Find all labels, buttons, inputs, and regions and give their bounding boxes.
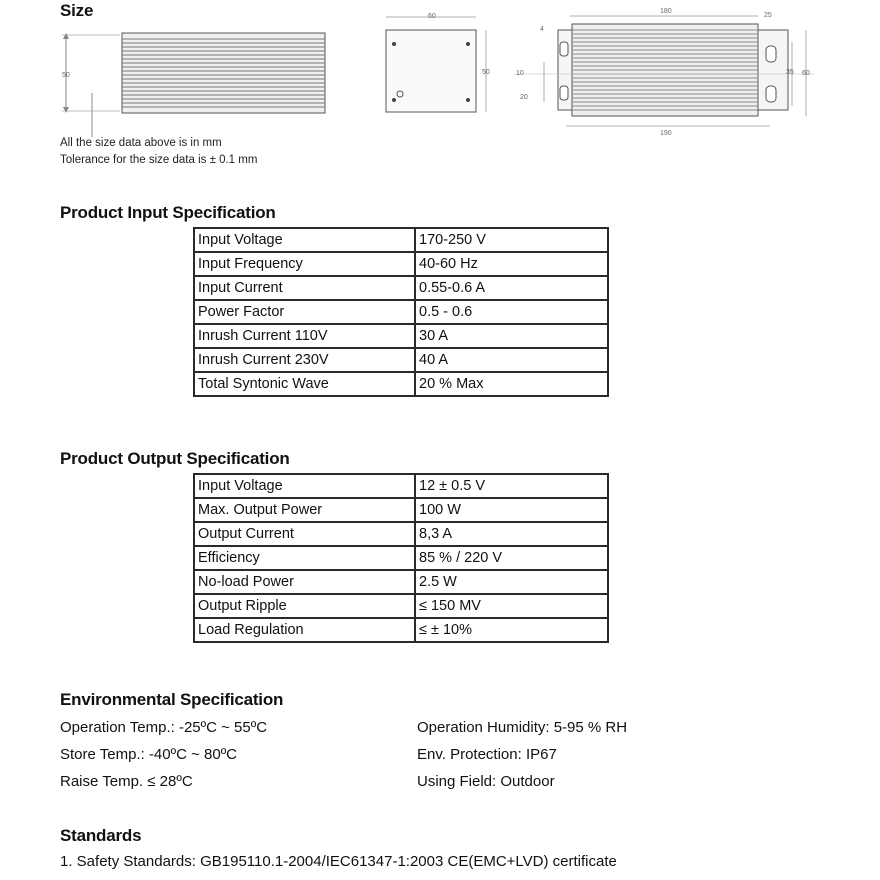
operation-temp: Operation Temp.: -25ºC ~ 55ºC: [60, 719, 268, 736]
table-row: [194, 546, 608, 570]
front-view-drawing: [60, 25, 340, 140]
output-spec-table: [193, 473, 609, 643]
front-height-label: 50: [62, 72, 70, 79]
side-height-label: 50: [482, 69, 490, 76]
top-left-mid1-label: 10: [516, 70, 524, 77]
table-row: [194, 570, 608, 594]
side-width-label: 60: [428, 13, 436, 20]
standards-item: 1. Safety Standards: GB195110.1-2004/IEC61347-1:2003 CE(EMC+LVD) certificate: [60, 853, 617, 870]
spec-parameter: Input Frequency: [194, 252, 415, 276]
table-row: [194, 474, 608, 498]
top-left-mid2-label: 20: [520, 94, 528, 101]
spec-parameter: Input Voltage: [194, 474, 415, 498]
using-field: Using Field: Outdoor: [417, 773, 555, 790]
output-spec-heading: Product Output Specification: [60, 449, 290, 468]
environmental-right-list: [417, 714, 627, 795]
table-row: [194, 522, 608, 546]
spec-parameter: Power Factor: [194, 300, 415, 324]
spec-parameter: Max. Output Power: [194, 498, 415, 522]
spec-value: 40-60 Hz: [415, 252, 608, 276]
spec-value: 20 % Max: [415, 372, 608, 396]
spec-value: 170-250 V: [415, 228, 608, 252]
spec-parameter: Total Syntonic Wave: [194, 372, 415, 396]
spec-value: 100 W: [415, 498, 608, 522]
spec-parameter: Load Regulation: [194, 618, 415, 642]
spec-parameter: No-load Power: [194, 570, 415, 594]
top-left-small-label: 4: [540, 26, 544, 33]
top-bottom-label: 190: [660, 130, 672, 137]
size-heading: Size: [60, 1, 94, 20]
spec-value: ≤ 150 MV: [415, 594, 608, 618]
size-note-unit: All the size data above is in mm: [60, 137, 222, 149]
spec-value: ≤ ± 10%: [415, 618, 608, 642]
spec-value: 0.5 - 0.6: [415, 300, 608, 324]
side-view-drawing: [378, 12, 498, 114]
input-spec-table: [193, 227, 609, 397]
input-spec-heading: Product Input Specification: [60, 203, 276, 222]
table-row: [194, 498, 608, 522]
spec-value: 40 A: [415, 348, 608, 372]
spec-parameter: Efficiency: [194, 546, 415, 570]
table-row: [194, 276, 608, 300]
spec-value: 0.55-0.6 A: [415, 276, 608, 300]
table-row: [194, 228, 608, 252]
store-temp: Store Temp.: -40ºC ~ 80ºC: [60, 746, 238, 763]
top-right-outer-label: 60: [802, 70, 810, 77]
spec-parameter: Output Current: [194, 522, 415, 546]
spec-parameter: Output Ripple: [194, 594, 415, 618]
size-note-tolerance: Tolerance for the size data is ± 0.1 mm: [60, 154, 258, 166]
environmental-heading: Environmental Specification: [60, 690, 284, 709]
spec-parameter: Input Current: [194, 276, 415, 300]
table-row: [194, 594, 608, 618]
top-corner-label: 25: [764, 12, 772, 19]
spec-value: 12 ± 0.5 V: [415, 474, 608, 498]
spec-parameter: Inrush Current 230V: [194, 348, 415, 372]
table-row: [194, 618, 608, 642]
table-row: [194, 324, 608, 348]
top-right-inner-label: 35: [786, 69, 794, 76]
spec-value: 85 % / 220 V: [415, 546, 608, 570]
operation-humidity: Operation Humidity: 5-95 % RH: [417, 719, 628, 736]
spec-value: 8,3 A: [415, 522, 608, 546]
spec-value: 2.5 W: [415, 570, 608, 594]
spec-parameter: Input Voltage: [194, 228, 415, 252]
standards-heading: Standards: [60, 826, 142, 845]
table-row: [194, 372, 608, 396]
top-length-label: 180: [660, 8, 672, 15]
size-notes: [60, 135, 257, 169]
environmental-left-list: [60, 714, 267, 795]
spec-value: 30 A: [415, 324, 608, 348]
raise-temp: Raise Temp. ≤ 28ºC: [60, 773, 193, 790]
env-protection: Env. Protection: IP67: [417, 746, 557, 763]
table-row: [194, 252, 608, 276]
spec-parameter: Inrush Current 110V: [194, 324, 415, 348]
table-row: [194, 348, 608, 372]
top-view-drawing: [514, 2, 818, 142]
table-row: [194, 300, 608, 324]
